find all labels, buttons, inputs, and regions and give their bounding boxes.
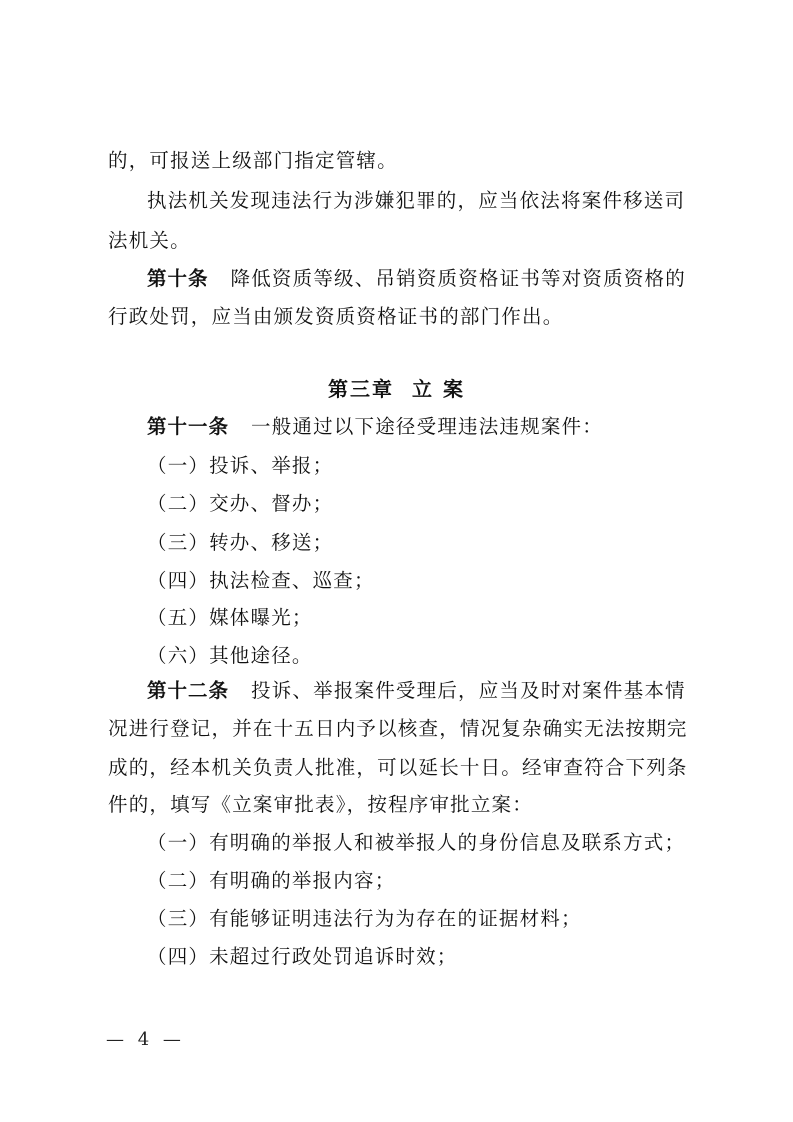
article-11-line [147,414,698,440]
article-12-line [147,678,698,704]
list-item: （四）未超过行政处罚追诉时效； [147,945,458,968]
chapter-label: 第三章 [328,377,395,401]
article-11-text: 一般通过以下途径受理违法违规案件： [251,415,603,438]
paragraph-line: 行政处罚，应当由颁发资质资格证书的部门作出。 [108,305,564,328]
list-item: （二）交办、督办； [147,492,334,515]
article-10-label: 第十条 [147,267,209,290]
paragraph-line: 法机关。 [108,229,191,252]
chapter-heading [0,376,793,402]
paragraph-line: 成的，经本机关负责人批准，可以延长十日。经审查符合下列条 [108,756,688,779]
list-item: （二）有明确的举报内容； [147,869,396,892]
article-10-line [147,266,698,292]
article-12-text: 投诉、举报案件受理后，应当及时对案件基本情 [251,679,686,702]
article-10-text: 降低资质等级、吊销资质资格证书等对资质资格的 [230,267,686,290]
paragraph-line: 件的，填写《立案审批表》，按程序审批立案： [108,793,533,816]
article-11-label: 第十一条 [147,415,230,438]
chapter-title: 立 案 [412,377,465,401]
paragraph-line: 的，可报送上级部门指定管辖。 [108,149,398,172]
list-item: （五）媒体曝光； [147,606,313,629]
list-item: （三）有能够证明违法行为为存在的证据材料； [147,907,582,930]
list-item: （一）有明确的举报人和被举报人的身份信息及联系方式； [147,831,686,854]
paragraph-line: 执法机关发现违法行为涉嫌犯罪的，应当依法将案件移送司 [147,189,686,212]
list-item: （一）投诉、举报； [147,454,334,477]
list-item: （三）转办、移送； [147,531,334,554]
article-12-label: 第十二条 [147,679,230,702]
list-item: （四）执法检查、巡查； [147,569,375,592]
page-number: — 4 — [106,1029,185,1050]
paragraph-line: 况进行登记，并在十五日内予以核查，情况复杂确实无法按期完 [108,717,688,740]
list-item: （六）其他途径。 [147,644,313,667]
